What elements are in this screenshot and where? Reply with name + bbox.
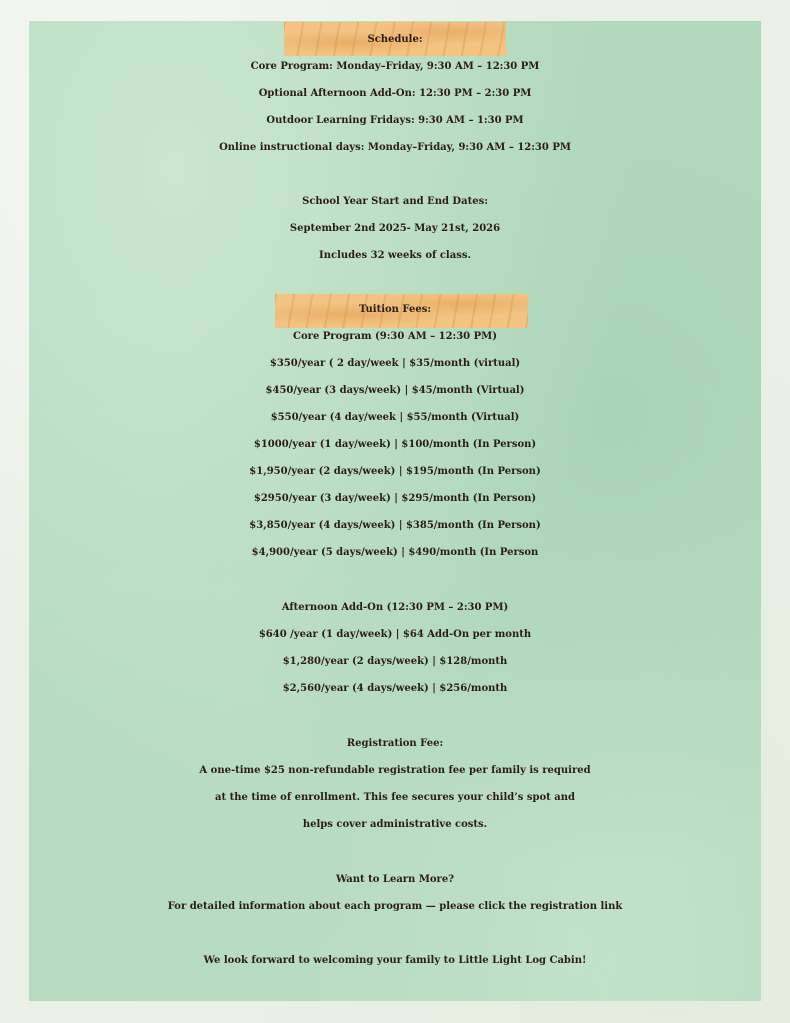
tuition-addon-line: $2,560/year (4 days/week) | $256/month [282, 683, 508, 694]
school-year-dates: September 2nd 2025- May 21st, 2026 [289, 223, 501, 234]
schedule-line-core: Core Program: Monday–Friday, 9:30 AM – 12:30 PM [250, 61, 540, 72]
schedule-line-outdoor: Outdoor Learning Fridays: 9:30 AM – 1:30 PM [266, 115, 524, 126]
tuition-addon-heading: Afternoon Add-On (12:30 PM – 2:30 PM) [281, 602, 509, 613]
schedule-heading: Schedule: [367, 34, 423, 45]
tuition-core-line: $2950/year (3 day/week) | $295/month (In Person) [253, 493, 537, 504]
closing-message: We look forward to welcoming your family to Little Light Log Cabin! [203, 955, 587, 966]
schedule-line-afternoon: Optional Afternoon Add-On: 12:30 PM – 2:30 PM [258, 88, 532, 99]
registration-line: helps cover administrative costs. [302, 819, 488, 830]
tuition-core-line: $350/year ( 2 day/week | $35/month (virtual) [269, 358, 521, 369]
school-year-weeks: Includes 32 weeks of class. [319, 250, 471, 261]
tuition-addon-line: $1,280/year (2 days/week) | $128/month [282, 656, 508, 667]
schedule-line-online: Online instructional days: Monday–Friday, 9:30 AM – 12:30 PM [219, 142, 571, 153]
learn-more-heading: Want to Learn More? [335, 874, 455, 885]
tuition-core-line: $1000/year (1 day/week) | $100/month (In Person) [253, 439, 537, 450]
tuition-addon-line: $640 /year (1 day/week) | $64 Add-On per month [258, 629, 532, 640]
tuition-core-line: $3,850/year (4 days/week) | $385/month (In Person) [249, 520, 541, 531]
tuition-core-line: $450/year (3 days/week) | $45/month (Virtual) [265, 385, 525, 396]
tuition-core-line: $550/year (4 day/week | $55/month (Virtual) [270, 412, 520, 423]
content-panel [29, 21, 761, 1001]
tuition-core-line: $1,950/year (2 days/week) | $195/month (In Person) [249, 466, 541, 477]
registration-line: A one-time $25 non-refundable registration fee per family is required [199, 765, 591, 776]
registration-line: at the time of enrollment. This fee secures your child’s spot and [215, 792, 575, 803]
school-year-heading: School Year Start and End Dates: [302, 196, 488, 207]
tuition-heading: Tuition Fees: [358, 304, 432, 315]
tuition-core-heading: Core Program (9:30 AM – 12:30 PM) [293, 331, 497, 342]
registration-heading: Registration Fee: [346, 738, 444, 749]
learn-more-line: For detailed information about each program — please click the registration link [167, 901, 623, 912]
tuition-core-line: $4,900/year (5 days/week) | $490/month (In Person [251, 547, 539, 558]
